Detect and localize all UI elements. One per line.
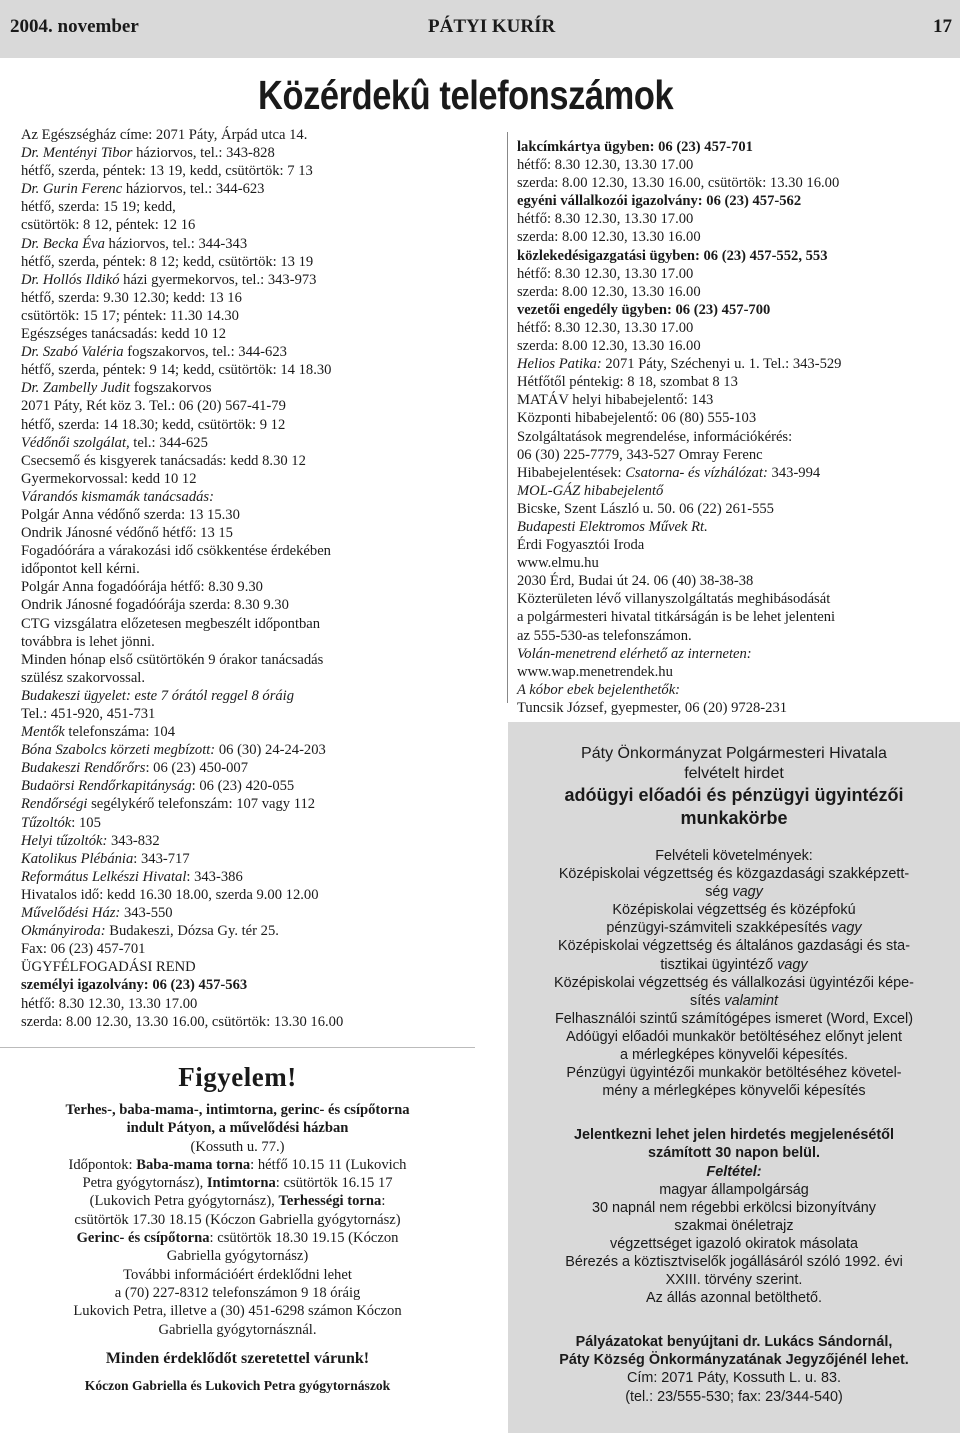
text-run: szerda: 8.00 12.30, 13.30 16.00, csütörtök: 13.30 16.00 <box>21 1013 344 1030</box>
job-submission <box>508 1333 960 1405</box>
text-run: Szolgáltatások megrendelése, információkérés: <box>517 428 793 445</box>
text-run: Tűzoltók <box>21 814 72 831</box>
figyelem-line <box>0 1321 475 1339</box>
text-run: (Kossuth u. 77.) <box>190 1138 285 1155</box>
directory-line <box>21 687 501 705</box>
text-run: Hivatalos idő: kedd 16.30 18.00, szerda 9.00 12.00 <box>21 886 319 903</box>
requirement-line <box>508 956 960 974</box>
text-run: Terhességi torna <box>278 1193 382 1210</box>
text-run: (Lukovich Petra gyógytornász), <box>89 1193 279 1210</box>
figyelem-line <box>0 1101 475 1119</box>
text-run: Középiskolai végzettség és általános gazdasági és sta- <box>558 938 910 955</box>
job-application <box>508 1126 960 1307</box>
figyelem-line <box>0 1211 475 1229</box>
column-divider <box>507 132 508 703</box>
application-line <box>508 1199 960 1217</box>
requirement-line <box>508 883 960 901</box>
text-run: 343-832 <box>107 832 160 849</box>
text-run: A kóbor ebek bejelenthetők: <box>517 681 681 698</box>
requirement-line <box>508 1010 960 1028</box>
text-run: Központi hibabejelentő: 06 (80) 555-103 <box>517 410 757 427</box>
text-run: magyar állampolgárság <box>659 1181 809 1198</box>
text-run: Lukovich Petra, illetve a (30) 451-6298 számon Kóczon <box>73 1303 402 1320</box>
job-ad-header-2: felvételt hirdet <box>684 765 784 782</box>
requirement-line <box>508 919 960 937</box>
application-line <box>508 1126 960 1144</box>
directory-line <box>517 210 957 228</box>
application-line <box>508 1253 960 1271</box>
text-run: Református Lelkészi Hivatal <box>21 868 187 885</box>
text-run: Rendőrségi <box>21 796 88 813</box>
figyelem-line <box>0 1156 475 1174</box>
text-run: Védőnői szolgálat, <box>21 434 130 451</box>
text-run: Érdi Fogyasztói Iroda <box>517 537 645 554</box>
text-run: időpontot kell kérni. <box>21 561 140 578</box>
text-run: Gyermekorvossal: kedd 10 12 <box>21 470 197 487</box>
directory-line <box>21 1013 501 1031</box>
text-run: az 555-530-as telefonszámon. <box>517 627 692 644</box>
figyelem-line <box>0 1229 475 1247</box>
directory-line <box>21 615 501 633</box>
directory-line <box>21 198 501 216</box>
text-run: Pályázatokat benyújtani dr. Lukács Sándornál, <box>575 1334 893 1351</box>
text-run: Dr. Gurin Ferenc <box>21 181 123 198</box>
text-run: Helyi tűzoltók: <box>21 832 108 849</box>
text-run: sítés <box>690 992 725 1009</box>
text-run: (tel.: 23/555-530; fax: 23/344-540) <box>625 1388 843 1405</box>
text-run: Középiskolai végzettség és közgazdasági szakképzett- <box>558 866 910 883</box>
directory-line <box>517 409 957 427</box>
text-run: www.elmu.hu <box>517 555 599 572</box>
text-run: segélykérő telefonszám: 107 vagy 112 <box>87 796 316 813</box>
text-run: ÜGYFÉLFOGADÁSI REND <box>21 959 196 976</box>
text-run: Dr. Becka Éva <box>21 235 105 252</box>
directory-line <box>517 608 957 626</box>
directory-line <box>21 669 501 687</box>
directory-line <box>517 446 957 464</box>
text-run: További információért érdeklődni lehet <box>123 1266 352 1283</box>
directory-line <box>21 307 501 325</box>
application-line <box>508 1144 960 1162</box>
text-run: Tel.: 451-920, 451-731 <box>21 706 156 722</box>
directory-line <box>21 850 501 868</box>
text-run: fogszakorvos, tel.: 344-623 <box>123 344 287 361</box>
text-run: lakcímkártya ügyben: 06 (23) 457-701 <box>517 139 753 155</box>
text-run: Művelődési Ház: <box>21 905 121 922</box>
requirement-line <box>508 1064 960 1082</box>
page-header <box>0 0 960 58</box>
text-run: hétfő, szerda, péntek: 9 14; kedd, csütörtök: 14 18.30 <box>21 362 332 379</box>
text-run: házi gyermekorvos, tel.: 343-973 <box>119 271 317 288</box>
text-run: hétfő, szerda: 14 18.30; kedd, csütörtök: 9 12 <box>21 416 286 433</box>
text-run: háziorvos, tel.: 344-343 <box>104 235 248 252</box>
figyelem-title: Figyelem! <box>178 1062 297 1092</box>
directory-line <box>517 645 957 663</box>
directory-line <box>517 572 957 590</box>
text-run: Egészséges tanácsadás: kedd 10 12 <box>21 326 227 343</box>
text-run: : 06 (23) 450-007 <box>145 760 249 777</box>
text-run: Csecsemő és kisgyerek tanácsadás: kedd 8.30 12 <box>21 452 306 469</box>
text-run: : csütörtök 16.15 17 <box>275 1175 393 1192</box>
directory-line <box>21 795 501 813</box>
directory-line <box>517 428 957 446</box>
text-run: Felvételi követelmények: <box>655 848 813 864</box>
text-run: szerda: 8.00 12.30, 13.30 16.00 <box>517 229 701 246</box>
text-run: szerda: 8.00 12.30, 13.30 16.00, csütörtök: 13.30 16.00 <box>517 175 840 192</box>
figyelem-line <box>0 1119 475 1137</box>
directory-line <box>21 596 501 614</box>
text-run: hétfő: 8.30 12.30, 13.30 17.00 <box>21 995 198 1012</box>
figyelem-line <box>0 1266 475 1284</box>
directory-line <box>21 814 501 832</box>
text-run: Gabriella gyógytornász) <box>166 1248 309 1265</box>
figyelem-line <box>0 1302 475 1320</box>
figyelem-line <box>0 1174 475 1192</box>
text-run: Volán-menetrend elérhető az interneten: <box>517 645 752 662</box>
text-run: szülész szakorvossal. <box>21 669 146 686</box>
text-run: tisztikai ügyintéző <box>660 956 778 973</box>
directory-line <box>21 216 501 234</box>
directory-line <box>21 126 501 144</box>
text-run: Gabriella gyógytornásznál. <box>158 1321 317 1338</box>
text-run: ség <box>705 884 733 901</box>
directory-line <box>517 536 957 554</box>
text-run: 343-550 <box>120 905 173 922</box>
directory-line <box>21 271 501 289</box>
text-run: 2071 Páty, Széchenyi u. 1. Tel.: 343-529 <box>601 356 842 373</box>
directory-line <box>517 156 957 174</box>
text-run: Feltétel: <box>706 1163 762 1180</box>
text-run: végzettséget igazoló okiratok másolata <box>610 1235 858 1252</box>
text-run: Tuncsik József, gyepmester, 06 (20) 9728-231 <box>517 699 788 716</box>
directory-line <box>21 416 501 434</box>
directory-line <box>21 325 501 343</box>
text-run: csütörtök: 15 17; péntek: 11.30 14.30 <box>21 307 239 324</box>
directory-line <box>517 247 957 265</box>
directory-line <box>21 452 501 470</box>
text-run: Középiskolai végzettség és vállalkozási ügyintézői képe- <box>554 974 914 991</box>
text-run: 06 (30) 24-24-203 <box>215 742 326 759</box>
text-run: szakmai önéletrajz <box>674 1217 794 1234</box>
text-run: Gerinc- és csípőtorna <box>76 1230 210 1247</box>
directory-line <box>21 343 501 361</box>
text-run: Katolikus Plébánia <box>21 850 134 867</box>
text-run: Dr. Hollós Ildikó <box>21 271 120 288</box>
text-run: CTG vizsgálatra előzetesen megbeszélt időpontban <box>21 615 321 632</box>
directory-line <box>21 976 501 994</box>
directory-line <box>517 681 957 699</box>
text-run: vezetői engedély ügyben: 06 (23) 457-700 <box>517 301 771 318</box>
text-run: Budapesti Elektromos Művek Rt. <box>517 518 708 535</box>
text-run: telefonszáma: 104 <box>64 724 175 741</box>
submission-line <box>508 1333 960 1351</box>
directory-line <box>21 868 501 886</box>
text-run: Ondrik Jánosné védőnő hétfő: 13 15 <box>21 525 233 542</box>
application-line <box>508 1217 960 1235</box>
text-run: Csatorna- és vízhálózat: <box>625 464 768 481</box>
text-run: Budaörsi Rendőrkapitányság <box>21 778 192 795</box>
requirement-line <box>508 1046 960 1064</box>
directory-line <box>21 922 501 940</box>
text-run: Fax: 06 (23) 457-701 <box>21 941 146 958</box>
job-requirements <box>508 847 960 1100</box>
job-position-2: munkakörbe <box>680 808 788 828</box>
newspaper-name: PÁTYI KURÍR <box>428 16 556 37</box>
text-run: 2030 Érd, Budai út 24. 06 (40) 38-38-38 <box>517 573 754 590</box>
text-run: személyi igazolvány: 06 (23) 457-563 <box>21 977 248 994</box>
directory-line <box>517 391 957 409</box>
directory-line <box>21 524 501 542</box>
directory-line <box>21 144 501 162</box>
text-run: Budakeszi ügyelet: este 7 órától reggel 8 óráig <box>21 687 295 704</box>
application-line <box>508 1271 960 1289</box>
directory-line <box>21 434 501 452</box>
text-run: indult Pátyon, a művelődési házban <box>126 1120 349 1137</box>
directory-line <box>21 940 501 958</box>
directory-line <box>517 464 957 482</box>
text-run: Időpontok: <box>68 1156 137 1173</box>
text-run: Ondrik Jánosné fogadóórája szerda: 8.30 9.30 <box>21 597 289 614</box>
text-run: csütörtök 17.30 18.15 (Kóczon Gabriella gyógytornász) <box>74 1211 401 1228</box>
issue-date: 2004. november <box>10 16 139 37</box>
job-position-1: adóügyi előadói és pénzügyi ügyintézői <box>564 785 904 805</box>
text-run: szerda: 8.00 12.30, 13.30 16.00 <box>517 338 701 355</box>
directory-line <box>517 192 957 210</box>
text-run: Hibabejelentések: <box>517 464 626 481</box>
directory-line <box>21 289 501 307</box>
text-run: Páty Község Önkormányzatának Jegyzőjénél lehet. <box>559 1352 909 1369</box>
text-run: Pénzügyi ügyintézői munkakör betöltéséhez követel- <box>566 1065 902 1082</box>
directory-line <box>517 228 957 246</box>
text-run: 2071 Páty, Rét köz 3. Tel.: 06 (20) 567-41-79 <box>21 398 286 415</box>
text-run: közlekedésigazgatási ügyben: 06 (23) 457-552, 553 <box>517 247 828 264</box>
directory-line <box>21 958 501 976</box>
text-run: Dr. Szabó Valéria <box>21 344 124 361</box>
text-run: hétfő, szerda: 9.30 12.30; kedd: 13 16 <box>21 289 242 306</box>
text-run: 30 napnál nem régebbi erkölcsi bizonyítvány <box>592 1199 876 1216</box>
requirement-line <box>508 1082 960 1100</box>
directory-line <box>517 174 957 192</box>
text-run: Az állás azonnal betölthető. <box>645 1290 822 1307</box>
text-run: Okmányiroda: <box>21 923 106 940</box>
application-line <box>508 1235 960 1253</box>
text-run: vagy <box>732 884 763 901</box>
directory-line <box>21 995 501 1013</box>
text-run: Budakeszi, Dózsa Gy. tér 25. <box>105 923 279 940</box>
text-run: Várandós kismamák tanácsadás: <box>21 488 214 505</box>
text-run: hétfő: 8.30 12.30, 13.30 17.00 <box>517 265 694 282</box>
text-run: : 343-717 <box>133 850 190 867</box>
text-run: Polgár Anna fogadóórája hétfő: 8.30 9.30 <box>21 579 263 596</box>
figyelem-line <box>0 1284 475 1302</box>
text-run: Budakeszi Rendőrőrs <box>21 760 146 777</box>
text-run: MOL-GÁZ hibabejelentő <box>517 482 664 499</box>
page-title: Közérdekû telefonszámok <box>258 72 674 118</box>
directory-line <box>517 373 957 391</box>
directory-line <box>21 777 501 795</box>
text-run: a (70) 227-8312 telefonszámon 9 18 óráig <box>114 1284 361 1301</box>
text-run: Bóna Szabolcs körzeti megbízott: <box>21 742 216 759</box>
directory-line <box>21 542 501 560</box>
directory-line <box>517 337 957 355</box>
text-run: a mérlegképes könyvelői képesítés. <box>620 1047 848 1064</box>
application-line <box>508 1163 960 1181</box>
text-run: egyéni vállalkozói igazolvány: 06 (23) 457-562 <box>517 193 802 210</box>
text-run: Középiskolai végzettség és középfokú <box>612 902 856 919</box>
text-run: Polgár Anna védőnő szerda: 13 15.30 <box>21 506 240 523</box>
text-run: hétfő, szerda, péntek: 8 12; kedd, csütörtök: 13 19 <box>21 253 314 270</box>
text-run: mény a mérlegképes könyvelői képesítés <box>602 1083 866 1100</box>
directory-line <box>21 180 501 198</box>
text-run: 343-994 <box>767 464 821 481</box>
directory-line <box>517 283 957 301</box>
directory-line <box>517 627 957 645</box>
directory-line <box>517 319 957 337</box>
requirement-line <box>508 847 960 865</box>
directory-line <box>21 397 501 415</box>
submission-line <box>508 1351 960 1369</box>
directory-line <box>21 578 501 596</box>
text-run: fogszakorvos <box>130 380 212 397</box>
text-run: Terhes-, baba-mama-, intimtorna, gerinc- és csípőtorna <box>65 1102 410 1118</box>
directory-line <box>21 470 501 488</box>
text-run: Jelentkezni lehet jelen hirdetés megjelenésétől <box>574 1127 894 1144</box>
figyelem-signature: Kóczon Gabriella és Lukovich Petra gyógytornászok <box>84 1378 391 1394</box>
text-run: : 06 (23) 420-055 <box>191 778 295 795</box>
job-ad-header-1: Páty Önkormányzat Polgármesteri Hivatala <box>581 745 887 762</box>
text-run: hétfő: 8.30 12.30, 13.30 17.00 <box>517 211 694 228</box>
directory-line <box>517 663 957 681</box>
text-run: Bicske, Szent László u. 50. 06 (22) 261-555 <box>517 500 774 517</box>
text-run: Intimtorna <box>206 1175 276 1192</box>
figyelem-box <box>0 1047 475 1395</box>
directory-line <box>21 253 501 271</box>
submission-line <box>508 1369 960 1387</box>
directory-line <box>21 361 501 379</box>
directory-line <box>517 554 957 572</box>
text-run: a polgármesteri hivatal titkárságán is be lehet jelenteni <box>517 609 836 626</box>
directory-line <box>21 633 501 651</box>
directory-line <box>21 651 501 669</box>
text-run: hétfő: 8.30 12.30, 13.30 17.00 <box>517 319 694 336</box>
directory-line <box>21 705 501 723</box>
text-run: számított 30 napon belül. <box>648 1145 820 1162</box>
text-run: pénzügyi-számviteli szakképesítés <box>606 920 832 937</box>
text-run: Helios Patika: <box>517 356 602 373</box>
text-run: www.wap.menetrendek.hu <box>517 663 673 680</box>
text-run: Cím: 2071 Páty, Kossuth L. u. 83. <box>626 1370 842 1387</box>
text-run: tel.: 344-625 <box>129 434 208 451</box>
text-run: Baba-mama torna <box>136 1156 251 1173</box>
directory-line <box>21 506 501 524</box>
text-run: továbbra is lehet jönni. <box>21 633 155 650</box>
directory-line <box>517 500 957 518</box>
text-run: Fogadóórára a várakozási idő csökkentése érdekében <box>21 543 331 560</box>
requirement-line <box>508 937 960 955</box>
directory-line <box>21 723 501 741</box>
text-run: Adóügyi előadói munkakör betöltéséhez előnyt jelent <box>565 1028 902 1045</box>
directory-line <box>517 518 957 536</box>
submission-line <box>508 1388 960 1406</box>
directory-line <box>21 759 501 777</box>
figyelem-line <box>0 1192 475 1210</box>
text-run: : csütörtök 18.30 19.15 (Kóczon <box>209 1230 399 1247</box>
text-run: vagy <box>831 920 862 937</box>
text-run: Dr. Zambelly Judit <box>21 380 131 397</box>
text-run: Felhasználói szintű számítógépes ismeret (Word, Excel) <box>554 1010 914 1027</box>
directory-line <box>21 162 501 180</box>
text-run: : 343-386 <box>186 868 243 885</box>
figyelem-line <box>0 1138 475 1156</box>
directory-line <box>21 886 501 904</box>
directory-line <box>517 265 957 283</box>
figyelem-line <box>0 1247 475 1265</box>
text-run: 06 (30) 225-7779, 343-527 Omray Ferenc <box>517 446 763 463</box>
text-run: csütörtök: 8 12, péntek: 12 16 <box>21 217 196 234</box>
directory-line <box>517 355 957 373</box>
right-column <box>517 138 957 717</box>
directory-line <box>21 832 501 850</box>
text-run: vagy <box>777 956 808 973</box>
text-run: : hétfő 10.15 11 (Lukovich <box>250 1156 407 1173</box>
application-line <box>508 1181 960 1199</box>
directory-line <box>21 560 501 578</box>
requirement-line <box>508 901 960 919</box>
directory-line <box>517 301 957 319</box>
text-run: XXIII. törvény szerint. <box>665 1272 803 1289</box>
text-run: : 105 <box>71 814 101 831</box>
text-run: hétfő, szerda: 15 19; kedd, <box>21 199 176 216</box>
directory-line <box>21 741 501 759</box>
text-run: Bérezés a köztisztviselők jogállásáról szóló 1992. évi <box>565 1253 903 1270</box>
text-run: Minden hónap első csütörtökén 9 órakor tanácsadás <box>21 651 324 668</box>
directory-line <box>21 379 501 397</box>
left-column <box>21 126 501 1031</box>
text-run: hétfő, szerda, péntek: 13 19, kedd, csütörtök: 7 13 <box>21 163 313 180</box>
text-run: Mentők <box>21 724 65 741</box>
requirement-line <box>508 1028 960 1046</box>
text-run: Hétfőtől péntekig: 8 18, szombat 8 13 <box>517 374 738 391</box>
directory-line <box>21 904 501 922</box>
figyelem-closing: Minden érdeklődőt szeretettel várunk! <box>105 1349 370 1367</box>
directory-line <box>517 482 957 500</box>
directory-line <box>517 699 957 717</box>
text-run: hétfő: 8.30 12.30, 13.30 17.00 <box>517 157 694 174</box>
text-run: MATÁV helyi hibabejelentő: 143 <box>517 392 714 409</box>
requirement-line <box>508 992 960 1010</box>
requirement-line <box>508 974 960 992</box>
job-ad-box <box>508 722 960 1433</box>
text-run: Az Egészségház címe: 2071 Páty, Árpád utca 14. <box>21 127 308 143</box>
directory-line <box>21 235 501 253</box>
text-run: Közterületen lévő villanyszolgáltatás meghibásodását <box>517 591 831 608</box>
text-run: valamint <box>724 992 778 1009</box>
text-run: : <box>381 1193 386 1210</box>
requirement-line <box>508 865 960 883</box>
figyelem-body <box>0 1101 475 1339</box>
text-run: Dr. Mentényi Tibor <box>21 145 133 162</box>
text-run: Petra gyógytornász), <box>82 1175 207 1192</box>
application-line <box>508 1289 960 1307</box>
directory-line <box>517 590 957 608</box>
text-run: háziorvos, tel.: 343-828 <box>132 145 275 162</box>
page-number: 17 <box>933 16 952 37</box>
text-run: háziorvos, tel.: 344-623 <box>122 181 265 198</box>
directory-line <box>517 138 957 156</box>
directory-line <box>21 488 501 506</box>
text-run: szerda: 8.00 12.30, 13.30 16.00 <box>517 283 701 300</box>
